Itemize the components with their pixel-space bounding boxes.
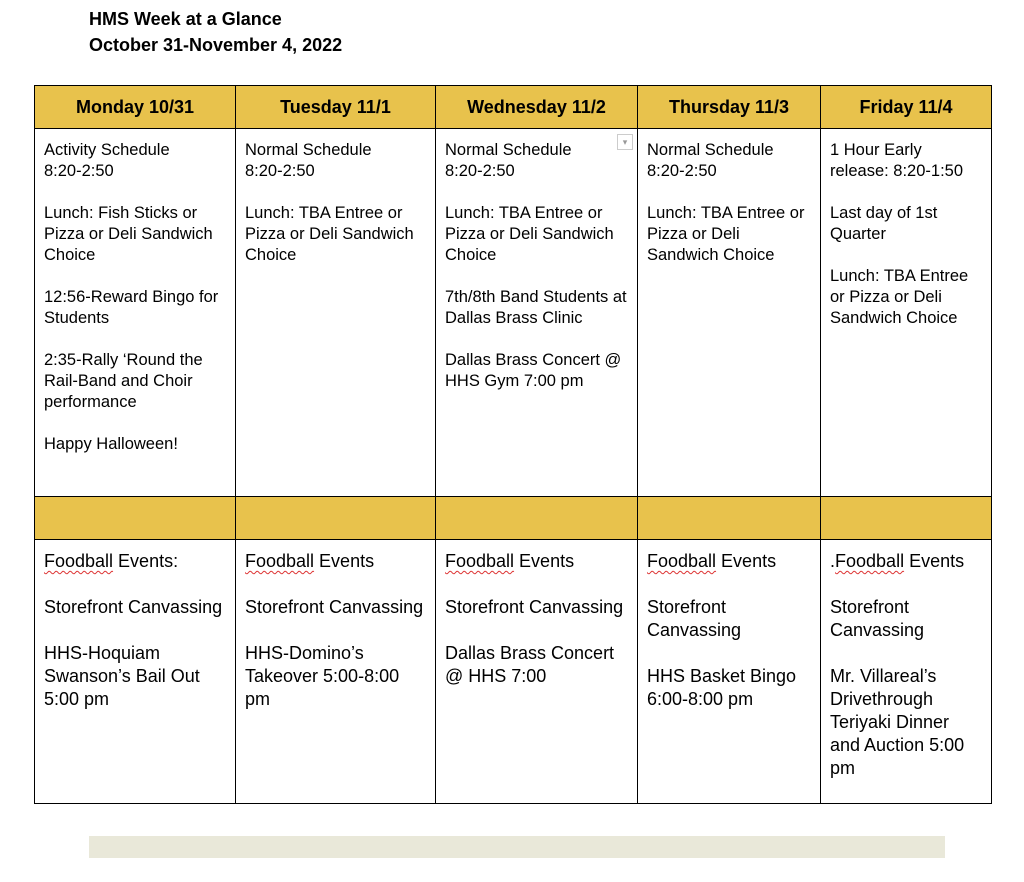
divider-cell: [436, 497, 638, 540]
storefront-entry: Storefront Canvassing: [245, 597, 424, 617]
misspelled-word[interactable]: Foodball: [44, 551, 114, 571]
divider-cell: [821, 497, 992, 540]
misspelled-word[interactable]: Foodball: [445, 551, 515, 571]
schedule-entry: Activity Schedule 8:20-2:50: [44, 141, 170, 180]
storefront-entry: Storefront Canvassing: [830, 597, 925, 640]
foodball-cell[interactable]: [35, 540, 236, 804]
foodball-row: [35, 540, 992, 804]
schedule-cell[interactable]: [35, 129, 236, 497]
event-entry: HHS-Domino’s Takeover 5:00-8:00 pm: [245, 643, 400, 709]
schedule-entry: 12:56-Reward Bingo for Students: [44, 288, 219, 327]
dropdown-arrow-icon[interactable]: ▾: [617, 134, 633, 150]
day-header: Thursday 11/3: [638, 86, 821, 129]
document-header: [89, 6, 342, 58]
document-title: HMS Week at a Glance: [89, 9, 282, 29]
schedule-cell[interactable]: [236, 129, 436, 497]
schedule-entry: Normal Schedule 8:20-2:50: [245, 141, 372, 180]
day-header: Friday 11/4: [821, 86, 992, 129]
divider-cell: [236, 497, 436, 540]
storefront-entry: Storefront Canvassing: [647, 597, 742, 640]
divider-cell: [35, 497, 236, 540]
schedule-entry: 1 Hour Early release: 8:20-1:50: [830, 141, 964, 180]
day-header: Tuesday 11/1: [236, 86, 436, 129]
day-header-row: [35, 86, 992, 129]
schedule-entry: 7th/8th Band Students at Dallas Brass Clinic: [445, 288, 627, 327]
week-table: [34, 85, 992, 804]
schedule-entry: Happy Halloween!: [44, 435, 178, 453]
schedule-entry: Lunch: TBA Entree or Pizza or Deli Sandwich Choice: [445, 204, 614, 264]
foodball-cell[interactable]: [638, 540, 821, 804]
schedule-cell[interactable]: [436, 129, 638, 497]
schedule-entry: Last day of 1st Quarter: [830, 204, 938, 243]
schedule-entry: Lunch: TBA Entree or Pizza or Deli Sandwich Choice: [245, 204, 414, 264]
misspelled-word[interactable]: Foodball: [647, 551, 717, 571]
day-header: Monday 10/31: [35, 86, 236, 129]
divider-row: [35, 497, 992, 540]
misspelled-word[interactable]: Foodball: [835, 551, 905, 571]
document-dates: October 31-November 4, 2022: [89, 35, 343, 55]
foodball-cell[interactable]: [236, 540, 436, 804]
event-entry: Dallas Brass Concert @ HHS 7:00: [445, 643, 615, 686]
foodball-cell[interactable]: [821, 540, 992, 804]
foodball-events-label: .Foodball Events: [830, 551, 965, 571]
event-entry: HHS-Hoquiam Swanson’s Bail Out 5:00 pm: [44, 643, 200, 709]
bottom-bar: [89, 836, 945, 858]
schedule-entry: Dallas Brass Concert @ HHS Gym 7:00 pm: [445, 351, 622, 390]
storefront-entry: Storefront Canvassing: [44, 597, 223, 617]
schedule-entry: Lunch: TBA Entree or Pizza or Deli Sandwich Choice: [830, 267, 969, 327]
foodball-events-label: Foodball Events: [647, 551, 777, 571]
schedule-entry: Lunch: TBA Entree or Pizza or Deli Sandwich Choice: [647, 204, 805, 264]
misspelled-word[interactable]: Foodball: [245, 551, 315, 571]
foodball-events-label: Foodball Events: [445, 551, 575, 571]
divider-cell: [638, 497, 821, 540]
foodball-events-label: Foodball Events: [245, 551, 375, 571]
foodball-cell[interactable]: [436, 540, 638, 804]
event-entry: Mr. Villareal’s Drivethrough Teriyaki Dinner and Auction 5:00 pm: [830, 666, 965, 778]
schedule-row: [35, 129, 992, 497]
event-entry: HHS Basket Bingo 6:00-8:00 pm: [647, 666, 797, 709]
schedule-entry: Normal Schedule 8:20-2:50: [445, 141, 572, 180]
schedule-entry: 2:35-Rally ‘Round the Rail-Band and Choir performance: [44, 351, 203, 411]
schedule-entry: Normal Schedule 8:20-2:50: [647, 141, 774, 180]
schedule-entry: Lunch: Fish Sticks or Pizza or Deli Sandwich Choice: [44, 204, 213, 264]
storefront-entry: Storefront Canvassing: [445, 597, 624, 617]
schedule-cell[interactable]: [821, 129, 992, 497]
schedule-cell[interactable]: [638, 129, 821, 497]
day-header: Wednesday 11/2: [436, 86, 638, 129]
foodball-events-label: Foodball Events:: [44, 551, 179, 571]
